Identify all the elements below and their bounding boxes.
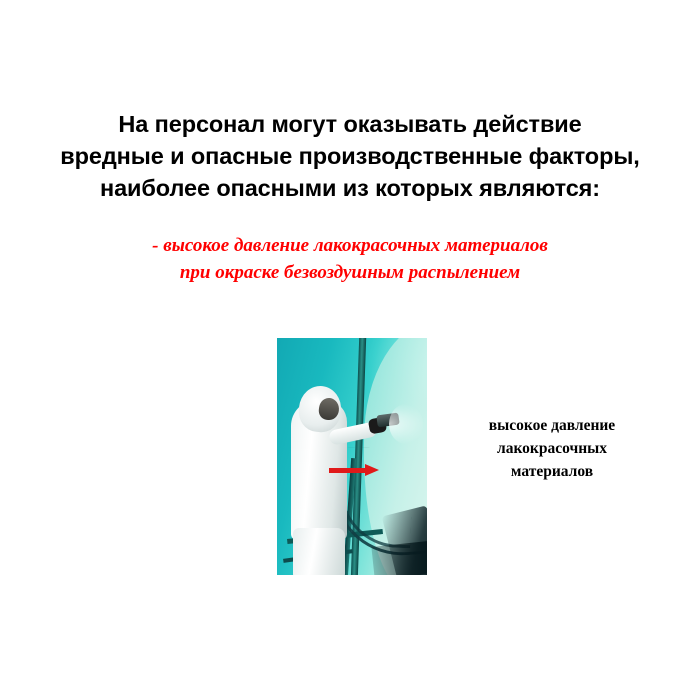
caption-line-2: лакокрасочных — [497, 440, 607, 457]
page-title — [50, 108, 650, 204]
subtitle-line-1: - высокое давление лакокрасочных материалов — [152, 235, 548, 256]
subtitle-line-2: при окраске безвоздушным распылением — [179, 262, 521, 283]
title-line-3: наиболее опасными из которых являются: — [99, 175, 601, 201]
photo-caption — [452, 414, 652, 483]
title-line-1: На персонал могут оказывать действие — [118, 111, 582, 137]
arrow-shaft — [329, 468, 369, 473]
red-arrow-right-icon — [329, 464, 381, 476]
caption-line-1: высокое давление — [488, 417, 616, 434]
title-line-2: вредные и опасные производственные факторы, — [60, 143, 640, 169]
worker-legs — [293, 528, 345, 575]
arrow-head — [365, 464, 379, 476]
paint-mist — [389, 404, 423, 444]
subtitle-hazard-text — [50, 232, 650, 286]
caption-line-3: материалов — [510, 463, 594, 480]
dark-equipment-lower — [371, 541, 427, 575]
photo-background — [277, 338, 427, 575]
worker-spray-painting-photo — [277, 338, 427, 575]
